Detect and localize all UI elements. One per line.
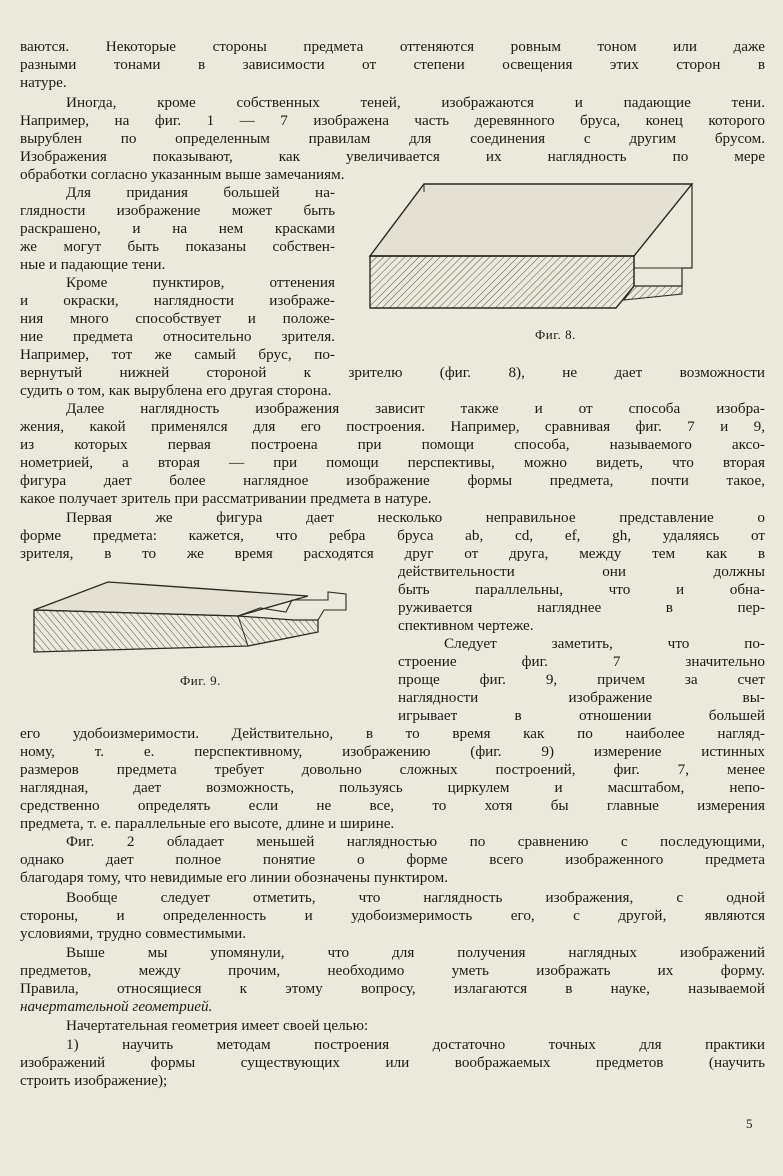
text-line: же могут быть показаны собствен- <box>20 238 335 255</box>
text-line: обработки согласно указанным выше замечаниям. <box>20 166 345 183</box>
text-line: Для придания большей на- <box>66 184 335 201</box>
beam-front-face-hatched <box>34 610 318 652</box>
figure-8-drawing <box>352 168 707 318</box>
text-line: натуре. <box>20 74 67 91</box>
text-line: ные и падающие тени. <box>20 256 166 273</box>
text-line: Выше мы упомянули, что для получения наглядных изображений <box>66 944 765 961</box>
text-line: ния много способствует и положе- <box>20 310 335 327</box>
text-line: Начертательная геометрия имеет своей целью: <box>66 1017 369 1034</box>
text-line: ваются. Некоторые стороны предмета оттеняются ровным тоном или даже <box>20 38 765 55</box>
text-line: наглядная, дает возможность, пользуясь циркулем и масштабом, непо- <box>20 779 765 796</box>
text-line: Изображения показывают, как увеличивается их наглядность по мере <box>20 148 765 165</box>
text-line: фигура дает более наглядное изображение формы предмета, почти такое, <box>20 472 765 489</box>
text-line: средственно определять если не все, то хотя бы главные измерения <box>20 797 765 814</box>
text-line: благодаря тому, что невидимые его линии обозначены пунктиром. <box>20 869 449 886</box>
text-line: и окраски, наглядности изображе- <box>20 292 335 309</box>
text-line: зрителя, в то же время расходятся друг от друга, между тем как в <box>20 545 765 562</box>
text-line: Вообще следует отметить, что наглядность изображения, с одной <box>66 889 765 906</box>
text-line: вырублен по определенным правилам для соединения с другим брусом. <box>20 130 765 147</box>
text-line: размеров предмета требует довольно сложных построений, фиг. 7, менее <box>20 761 765 778</box>
text-line: из которых первая построена при помощи способа, называемого аксо- <box>20 436 765 453</box>
text-line: строение фиг. 7 значительно <box>398 653 765 670</box>
text-line: наглядности изображение вы- <box>398 689 765 706</box>
text-line: стороны, и определенность и удобоизмеримость его, с другой, являются <box>20 907 765 924</box>
text-line: глядности изображение может быть <box>20 202 335 219</box>
text-line: Фиг. 2 обладает меньшей наглядностью по сравнению с последующими, <box>66 833 765 850</box>
text-line: Правила, относящиеся к этому вопросу, излагаются в науке, называемой <box>20 980 765 997</box>
beam-notch-face-hatched <box>624 286 682 300</box>
text-line: вернутый нижней стороной к зрителю (фиг. 8), не дает возможности <box>20 364 765 381</box>
text-line: действительности они должны <box>398 563 765 580</box>
text-line: ному, т. е. перспективному, изображению (фиг. 9) измерение истинных <box>20 743 765 760</box>
figure-9-drawing <box>28 570 368 660</box>
text-line: жения, какой применялся для его построения. Например, сравнивая фиг. 7 и 9, <box>20 418 765 435</box>
figure-8-caption: Фиг. 8. <box>535 327 576 342</box>
text-line: Первая же фигура дает несколько неправильное представление о <box>66 509 765 526</box>
text-line: его удобоизмеримости. Действительно, в то время как по наиболее нагляд- <box>20 725 765 742</box>
text-line: быть параллельны, что и обна- <box>398 581 765 598</box>
text-line: Кроме пунктиров, оттенения <box>66 274 335 291</box>
page-number: 5 <box>746 1116 753 1131</box>
figure-9-caption: Фиг. 9. <box>180 673 221 688</box>
text-line: разными тонами в зависимости от степени освещения этих сторон в <box>20 56 765 73</box>
text-line: нометрией, а вторая — при помощи перспективы, можно видеть, что вторая <box>20 454 765 471</box>
beam-top-face <box>370 184 692 256</box>
text-line: форме предмета: кажется, что ребра бруса ab, cd, ef, gh, удаляясь от <box>20 527 765 544</box>
text-line: предметов, между прочим, необходимо уметь изображать их форму. <box>20 962 765 979</box>
text-line: строить изображение); <box>20 1072 168 1089</box>
text-line: судить о том, как вырублена его другая сторона. <box>20 382 332 399</box>
text-line: ние предмета относительно зрителя. <box>20 328 335 345</box>
text-line: изображений формы существующих или воображаемых предметов (научить <box>20 1054 765 1071</box>
text-line: однако дает полное понятие о форме всего изображенного предмета <box>20 851 765 868</box>
text-line: раскрашено, и на нем красками <box>20 220 335 237</box>
text-line: Следует заметить, что по- <box>444 635 765 652</box>
text-line: игрывает в отношении большей <box>398 707 765 724</box>
text-line: проще фиг. 9, причем за счет <box>398 671 765 688</box>
text-line: 1) научить методам построения достаточно точных для практики <box>66 1036 765 1053</box>
text-line: предмета, т. е. параллельные его высоте, длине и ширине. <box>20 815 395 832</box>
text-line-italic-term: начертательной геометрией. <box>20 998 213 1015</box>
text-line: руживается нагляднее в пер- <box>398 599 765 616</box>
text-line: условиями, трудно совместимыми. <box>20 925 247 942</box>
text-line: Иногда, кроме собственных теней, изображаются и падающие тени. <box>66 94 765 111</box>
text-line: спективном чертеже. <box>398 617 534 634</box>
text-line: какое получает зритель при рассматривании предмета в натуре. <box>20 490 432 507</box>
beam-front-face-hatched <box>370 256 634 308</box>
text-line: Далее наглядность изображения зависит также и от способа изобра- <box>66 400 765 417</box>
text-line: Например, на фиг. 1 — 7 изображена часть деревянного бруса, конец которого <box>20 112 765 129</box>
text-line: Например, тот же самый брус, по- <box>20 346 335 363</box>
